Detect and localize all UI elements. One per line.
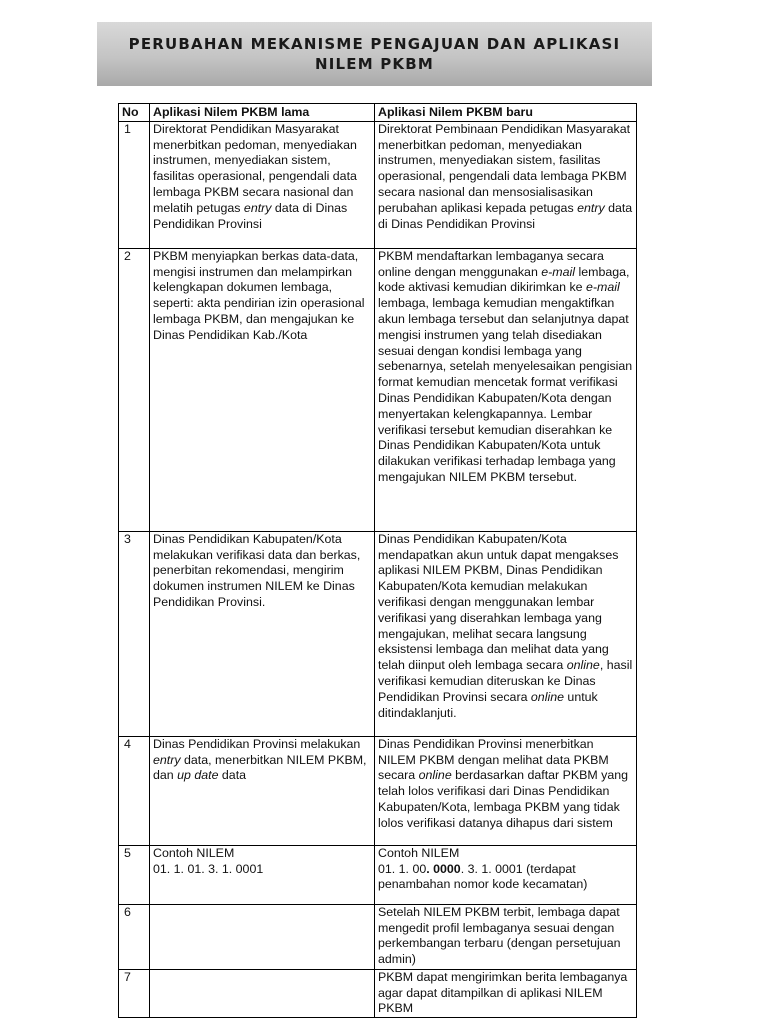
old-app-cell: Direktorat Pendidikan Masyarakat menerbitkan pedoman, menyediakan instrumen, menyediakan sistem, fasilitas operasional, pengendali data lembaga PKBM secara nasional dan melatih petugas entry data di Dinas Pendidikan Provinsi (150, 121, 375, 248)
header-no: No (119, 104, 150, 122)
header-banner (97, 22, 652, 86)
table-row (119, 121, 637, 248)
table-row (119, 736, 637, 845)
header-new-app: Aplikasi Nilem PKBM baru (375, 104, 637, 122)
row-number: 1 (119, 121, 150, 248)
table-header-row (119, 104, 637, 122)
new-app-cell: Contoh NILEM 01. 1. 00. 0000. 3. 1. 0001 (terdapat penambahan nomor kode kecamatan) (375, 845, 637, 904)
table-row (119, 248, 637, 531)
new-app-cell: Dinas Pendidikan Provinsi menerbitkan NILEM PKBM dengan melihat data PKBM secara online berdasarkan daftar PKBM yang telah lolos verifikasi dari Dinas Pendidikan Kabupaten/Kota, lembaga PKBM yang tidak lolos verifikasi datanya dihapus dari sistem (375, 736, 637, 845)
table-row (119, 969, 637, 1017)
old-app-cell: Dinas Pendidikan Provinsi melakukan entry data, menerbitkan NILEM PKBM, dan up date data (150, 736, 375, 845)
row-number: 4 (119, 736, 150, 845)
new-app-cell: PKBM mendaftarkan lembaganya secara online dengan menggunakan e-mail lembaga, kode aktivasi kemudian dikirimkan ke e-mail lembaga, lembaga kemudian mengaktifkan akun lembaga tersebut dan selanjutnya dapat mengisi instrumen yang telah disediakan sesuai dengan kondisi lembaga yang sebenarnya, setelah menyelesaikan pengisian format kemudian mencetak format verifikasi Dinas Pendidikan Kabupaten/Kota dengan menyertakan kelengkapannya. Lembar verifikasi tersebut kemudian diserahkan ke Dinas Pendidikan Kabupaten/Kota untuk dilakukan verifikasi terhadap lembaga yang mengajukan NILEM PKBM tersebut. (375, 248, 637, 531)
row-number: 3 (119, 531, 150, 736)
table-row (119, 531, 637, 736)
new-app-cell: Direktorat Pembinaan Pendidikan Masyarakat menerbitkan pedoman, menyediakan instrumen, menyediakan sistem, fasilitas operasional, pengendali data lembaga PKBM secara nasional dan mensosialisasikan perubahan aplikasi kepada petugas entry data di Dinas Pendidikan Provinsi (375, 121, 637, 248)
row-number: 2 (119, 248, 150, 531)
new-app-cell: PKBM dapat mengirimkan berita lembaganya agar dapat ditampilkan di aplikasi NILEM PKBM (375, 969, 637, 1017)
table-row (119, 845, 637, 904)
old-app-cell (150, 904, 375, 969)
old-app-cell: PKBM menyiapkan berkas data-data, mengisi instrumen dan melampirkan kelengkapan dokumen lembaga, seperti: akta pendirian izin operasional lembaga PKBM, dan mengajukan ke Dinas Pendidikan Kab./Kota (150, 248, 375, 531)
new-app-cell: Setelah NILEM PKBM terbit, lembaga dapat mengedit profil lembaganya sesuai dengan perkembangan terbaru (dengan persetujuan admin) (375, 904, 637, 969)
old-app-cell: Dinas Pendidikan Kabupaten/Kota melakukan verifikasi data dan berkas, penerbitan rekomendasi, mengirim dokumen instrumen NILEM ke Dinas Pendidikan Provinsi. (150, 531, 375, 736)
new-app-cell: Dinas Pendidikan Kabupaten/Kota mendapatkan akun untuk dapat mengakses aplikasi NILEM PKBM, Dinas Pendidikan Kabupaten/Kota kemudian melakukan verifikasi dengan menggunakan lembar verifikasi yang diserahkan lembaga yang mengajukan, melihat secara langsung eksistensi lembaga dan melihat data yang telah diinput oleh lembaga secara online, hasil verifikasi kemudian diteruskan ke Dinas Pendidikan Provinsi secara online untuk ditindaklanjuti. (375, 531, 637, 736)
table-row (119, 904, 637, 969)
row-number: 5 (119, 845, 150, 904)
header-old-app: Aplikasi Nilem PKBM lama (150, 104, 375, 122)
row-number: 6 (119, 904, 150, 969)
old-app-cell (150, 969, 375, 1017)
comparison-table (118, 103, 637, 1018)
row-number: 7 (119, 969, 150, 1017)
page-title: PERUBAHAN MEKANISME PENGAJUAN DAN APLIKASI NILEM PKBM (128, 35, 621, 73)
old-app-cell: Contoh NILEM 01. 1. 01. 3. 1. 0001 (150, 845, 375, 904)
